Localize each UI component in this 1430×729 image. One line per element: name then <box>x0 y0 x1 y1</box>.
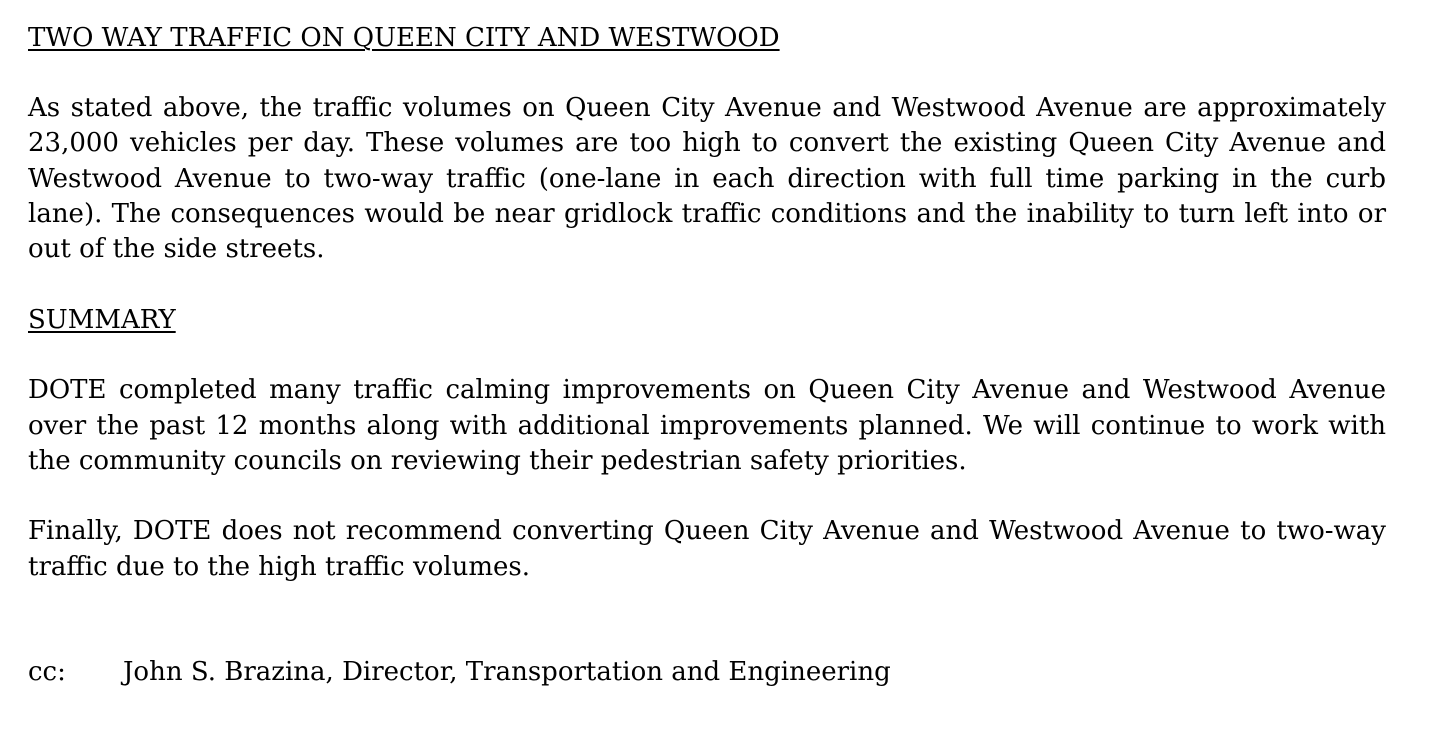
spacer <box>28 479 1386 514</box>
cc-label: cc: <box>28 656 66 687</box>
spacer <box>28 56 1386 91</box>
section-heading-summary: SUMMARY <box>28 305 176 336</box>
paragraph-summary-improvements: DOTE completed many traffic calming improvements on Queen City Avenue and Westwood Avenue over the past 12 months along with additional improvements planned. We will continue to work with the community councils on reviewing their pedestrian safety priorities. <box>28 375 1386 477</box>
spacer <box>28 338 1386 373</box>
cc-line <box>28 655 1386 690</box>
document-page <box>28 20 1386 690</box>
section-heading-two-way-traffic: TWO WAY TRAFFIC ON QUEEN CITY AND WESTWOOD <box>28 23 780 53</box>
paragraph-traffic-volumes: As stated above, the traffic volumes on Queen City Avenue and Westwood Avenue are approximately 23,000 vehicles per day. These volumes are too high to convert the existing Queen City Avenue and Westwood Avenue to two-way traffic (one-lane in each direction with full time parking in the curb lane). The consequences would be near gridlock traffic conditions and the inability to turn left into or out of the side streets. <box>28 93 1386 265</box>
cc-recipient: John S. Brazina, Director, Transportation and Engineering <box>123 656 891 687</box>
paragraph-summary-recommendation: Finally, DOTE does not recommend converting Queen City Avenue and Westwood Avenue to two-way traffic due to the high traffic volumes. <box>28 516 1386 582</box>
spacer <box>28 267 1386 302</box>
